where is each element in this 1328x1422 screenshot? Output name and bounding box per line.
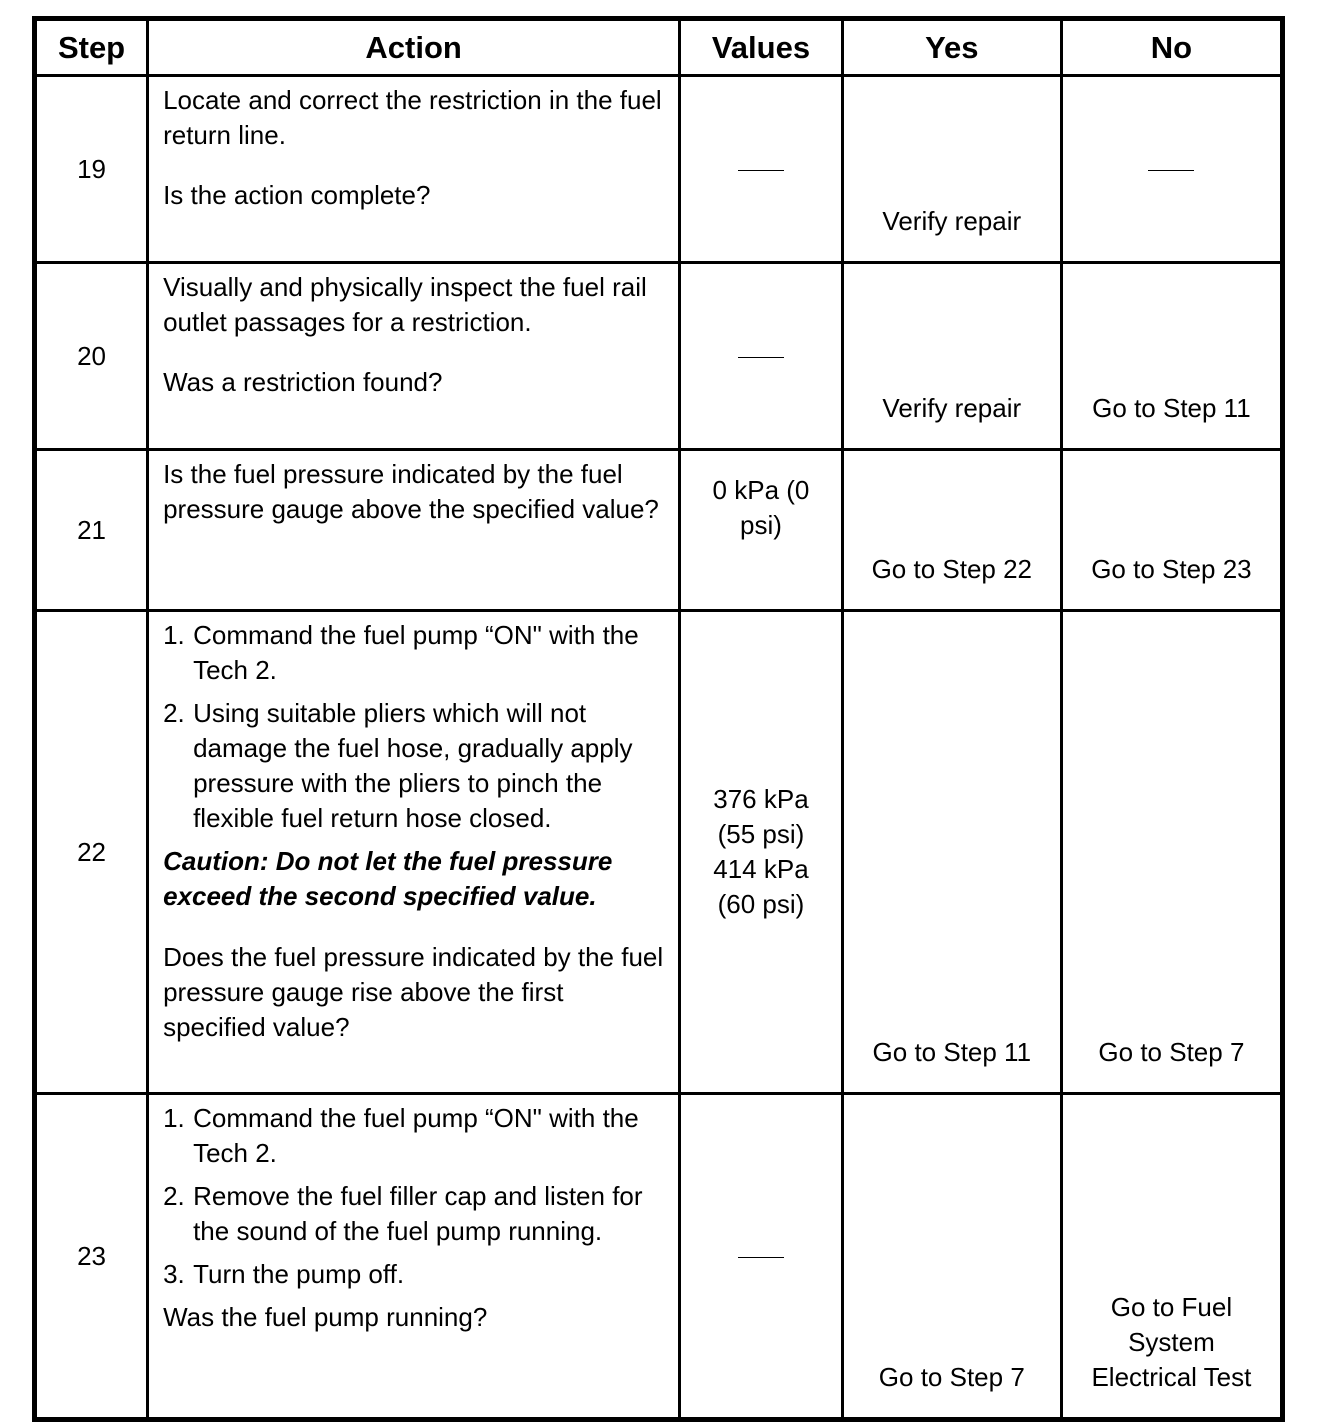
step-number: 22: [35, 611, 148, 1094]
caution-note: Caution: Do not let the fuel pressure exceed the second specified value.: [163, 846, 613, 911]
table-row: [35, 450, 1283, 611]
empty-value-dash: [738, 170, 784, 171]
no-cell: Go to Step 11: [1061, 263, 1282, 450]
header-step: Step: [35, 19, 148, 76]
action-cell: [148, 263, 680, 450]
spec-value: 0 kPa (0 psi): [712, 475, 810, 540]
yes-cell: Go to Step 7: [842, 1094, 1061, 1420]
no-cell: Go to Step 7: [1061, 611, 1282, 1094]
list-number: 1.: [163, 1103, 185, 1133]
action-question: Was a restriction found?: [163, 367, 443, 397]
step-number: 23: [35, 1094, 148, 1420]
list-number: 1.: [163, 620, 185, 650]
action-question: Is the action complete?: [163, 180, 431, 210]
list-item: [163, 1179, 668, 1249]
empty-value-dash: [738, 357, 784, 358]
values-cell: [680, 1094, 843, 1420]
table-row: [35, 263, 1283, 450]
step-number: 21: [35, 450, 148, 611]
header-no: No: [1061, 19, 1282, 76]
yes-cell: Go to Step 22: [842, 450, 1061, 611]
yes-cell: Verify repair: [842, 263, 1061, 450]
empty-value-dash: [738, 1257, 784, 1258]
values-cell: [680, 450, 843, 611]
empty-value-dash: [1148, 170, 1194, 171]
yes-cell: Verify repair: [842, 76, 1061, 263]
action-instruction: Locate and correct the restriction in the fuel return line.: [163, 85, 662, 150]
table-row: [35, 1094, 1283, 1420]
list-item: [163, 618, 668, 688]
action-question: Does the fuel pressure indicated by the fuel pressure gauge rise above the first specified value?: [163, 942, 664, 1042]
list-text: Turn the pump off.: [193, 1259, 405, 1289]
list-text: Using suitable pliers which will not damage the fuel hose, gradually apply pressure with the pliers to pinch the flexible fuel return hose closed.: [193, 698, 633, 833]
no-cell: Go to Step 23: [1061, 450, 1282, 611]
yes-cell: Go to Step 11: [842, 611, 1061, 1094]
list-number: 2.: [163, 698, 185, 728]
spec-value: 414 kPa (60 psi): [713, 854, 809, 919]
list-text: Remove the fuel filler cap and listen for the sound of the fuel pump running.: [193, 1181, 643, 1246]
diagnostic-table: [32, 16, 1285, 1422]
list-text: Command the fuel pump “ON" with the Tech 2.: [193, 1103, 639, 1168]
list-item: [163, 1101, 668, 1171]
table-row: [35, 76, 1283, 263]
action-cell: [148, 611, 680, 1094]
no-cell: [1061, 76, 1282, 263]
header-row: [35, 19, 1283, 76]
header-yes: Yes: [842, 19, 1061, 76]
action-cell: [148, 1094, 680, 1420]
step-number: 20: [35, 263, 148, 450]
values-cell: [680, 76, 843, 263]
no-cell: Go to Fuel System Electrical Test: [1061, 1094, 1282, 1420]
spec-value: 376 kPa (55 psi): [713, 784, 809, 849]
list-item: [163, 696, 668, 836]
action-steps-list: [163, 1101, 668, 1292]
header-action: Action: [148, 19, 680, 76]
action-cell: [148, 76, 680, 263]
list-number: 2.: [163, 1181, 185, 1211]
action-cell: [148, 450, 680, 611]
table-row: [35, 611, 1283, 1094]
values-cell: [680, 611, 843, 1094]
list-item: [163, 1257, 668, 1292]
values-cell: [680, 263, 843, 450]
action-question: Was the fuel pump running?: [163, 1302, 488, 1332]
list-number: 3.: [163, 1259, 185, 1289]
header-values: Values: [680, 19, 843, 76]
action-steps-list: [163, 618, 668, 836]
step-number: 19: [35, 76, 148, 263]
action-question: Is the fuel pressure indicated by the fuel pressure gauge above the specified value?: [163, 459, 659, 524]
list-text: Command the fuel pump “ON" with the Tech 2.: [193, 620, 639, 685]
action-instruction: Visually and physically inspect the fuel rail outlet passages for a restriction.: [163, 272, 647, 337]
